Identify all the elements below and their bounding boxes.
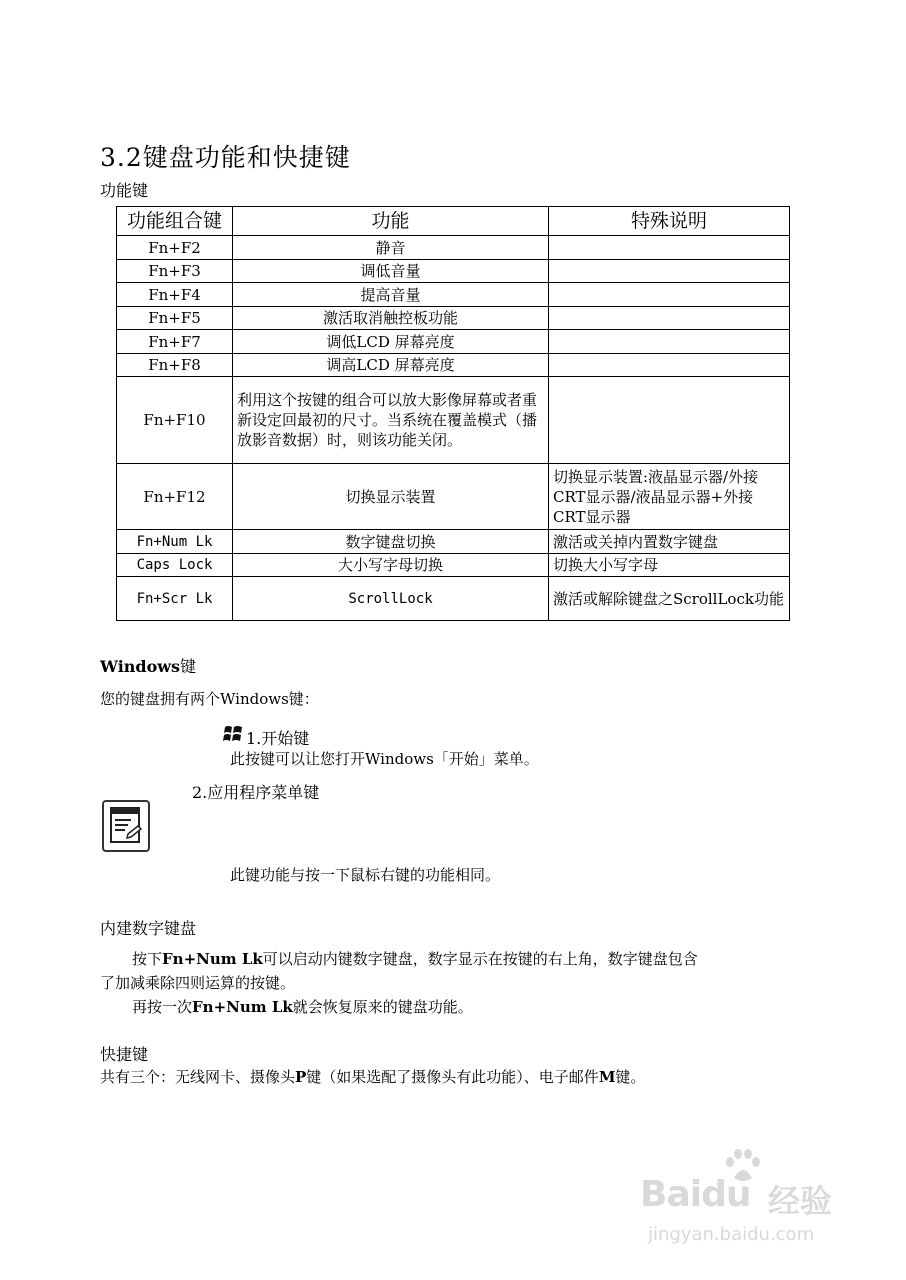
text-run: 可以启动内键数字键盘，数字显示在按键的右上角，数字键盘包含 [262, 950, 698, 968]
function-cell: 调高LCD 屏幕亮度 [233, 354, 549, 377]
text-run-bold: Fn+Num Lk [162, 950, 263, 968]
start-key-desc: 此按键可以让您打开Windows「开始」菜单。 [230, 750, 539, 768]
note-cell [549, 283, 790, 307]
note-cell: 激活或解除键盘之ScrollLock功能 [549, 577, 790, 621]
text-run: 键。 [615, 1068, 646, 1086]
function-cell: 大小写字母切换 [233, 554, 549, 577]
note-cell: 切换显示装置:液晶显示器/外接CRT显示器/液晶显示器+外接CRT显示器 [549, 464, 790, 530]
key-cell: Fn+Num Lk [117, 530, 233, 554]
function-cell: 切换显示装置 [233, 464, 549, 530]
menu-key-desc: 此键功能与按一下鼠标右键的功能相同。 [230, 866, 501, 884]
key-cell: Fn+F5 [117, 307, 233, 330]
hotkeys-subtitle: 快捷键 [100, 1045, 149, 1064]
note-cell [549, 236, 790, 260]
hotkeys-paragraph [100, 1066, 645, 1087]
windows-keys-intro: 您的键盘拥有两个Windows键： [100, 690, 319, 708]
baidu-watermark [640, 1152, 860, 1252]
table-row [117, 260, 790, 283]
key-cell: Fn+F3 [117, 260, 233, 283]
start-key-title: 1.开始键 [246, 729, 310, 748]
menu-key-icon [102, 800, 150, 852]
watermark-brand [640, 1174, 750, 1215]
key-cell: Fn+Scr Lk [117, 577, 233, 621]
function-cell: 静音 [233, 236, 549, 260]
table-row [117, 330, 790, 354]
key-cell: Fn+F10 [117, 377, 233, 464]
note-cell [549, 260, 790, 283]
function-cell: 提高音量 [233, 283, 549, 307]
note-cell [549, 354, 790, 377]
key-cell: Fn+F12 [117, 464, 233, 530]
watermark-url: jingyan.baidu.com [648, 1224, 815, 1245]
numpad-paragraph-2 [132, 996, 473, 1017]
text-run-bold: P [295, 1068, 307, 1086]
numpad-paragraph-1-cont: 了加减乘除四则运算的按键。 [100, 974, 296, 992]
key-cell: Fn+F2 [117, 236, 233, 260]
text-run-bold: M [598, 1068, 616, 1086]
text-run: 就会恢复原来的键盘功能。 [292, 998, 473, 1016]
windows-logo-icon [222, 724, 244, 744]
watermark-brand-a: Bai [640, 1174, 702, 1215]
table-row [117, 354, 790, 377]
note-cell [549, 307, 790, 330]
function-cell: 利用这个按键的组合可以放大影像屏幕或者重新设定回最初的尺寸。当系统在覆盖模式（播放影音数据）时，则该功能关闭。 [233, 377, 549, 464]
table-row [117, 307, 790, 330]
note-cell: 激活或关掉内置数字键盘 [549, 530, 790, 554]
note-cell [549, 377, 790, 464]
function-keys-table [116, 206, 790, 621]
table-row [117, 283, 790, 307]
table-row [117, 554, 790, 577]
table-header: 功能 [233, 207, 549, 236]
text-run: 键（如果选配了摄像头有此功能）、电子邮件 [306, 1068, 599, 1086]
table-row [117, 577, 790, 621]
key-cell: Fn+F8 [117, 354, 233, 377]
function-cell: 数字键盘切换 [233, 530, 549, 554]
function-cell: 激活取消触控板功能 [233, 307, 549, 330]
table-row [117, 236, 790, 260]
menu-key-title: 2.应用程序菜单键 [192, 783, 320, 802]
numpad-subtitle: 内建数字键盘 [100, 919, 197, 938]
table-header: 功能组合键 [117, 207, 233, 236]
key-cell: Fn+F4 [117, 283, 233, 307]
text-run: 共有三个：无线网卡、摄像头 [100, 1068, 296, 1086]
function-keys-subtitle: 功能键 [100, 181, 149, 200]
table-header-row [117, 207, 790, 236]
key-cell: Fn+F7 [117, 330, 233, 354]
table-header: 特殊说明 [549, 207, 790, 236]
table-row [117, 530, 790, 554]
function-cell: 调低LCD 屏幕亮度 [233, 330, 549, 354]
function-cell: 调低音量 [233, 260, 549, 283]
windows-keys-subtitle [100, 654, 196, 677]
note-cell [549, 330, 790, 354]
text-run: 按下 [132, 950, 163, 968]
windows-subtitle-rest: 键 [180, 657, 197, 676]
key-cell: Caps Lock [117, 554, 233, 577]
table-row [117, 377, 790, 464]
windows-subtitle-bold: Windows [100, 657, 181, 676]
page-title: 3.2键盘功能和快捷键 [100, 143, 351, 172]
function-cell: ScrollLock [233, 577, 549, 621]
table-row [117, 464, 790, 530]
watermark-brand-b: du [701, 1174, 751, 1215]
watermark-brand-cn: 经验 [768, 1182, 833, 1220]
numpad-paragraph-1 [132, 948, 698, 969]
text-run-bold: Fn+Num Lk [192, 998, 293, 1016]
note-cell: 切换大小写字母 [549, 554, 790, 577]
text-run: 再按一次 [132, 998, 193, 1016]
